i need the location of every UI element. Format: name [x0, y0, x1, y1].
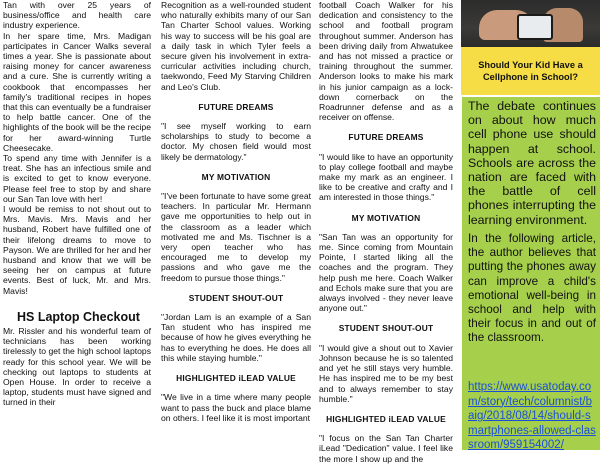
cellphone-sidebar — [461, 0, 600, 450]
ilead-value-paragraph: "We live in a time where many people want to pass the buck and place blame on others. I feel like it is most important — [161, 392, 311, 423]
shout-out-paragraph: "Jordan Lam is an example of a San Tan student who has inspired me because of how he gives everything he has to everything he does. He does all this while staying humble." — [161, 312, 311, 363]
motivation-paragraph: "I've been fortunate to have some great teachers. In particular Mr. Hermann gave me opportunities to help out in the classroom as a leader which motivated me and Ms. Tischner is a very open teacher who has encouraged me to develop my passions and who gave me the freedom to pursue those things." — [161, 191, 311, 283]
ilead-value-heading: HIGHLIGHTED iLEAD VALUE — [176, 373, 296, 384]
staff-intro-paragraph: Tan with over 25 years of business/office and health care industry experience. — [3, 0, 151, 31]
ilead-value-paragraph: "I focus on the San Tan Charter iLead "Dedication" value. I feel like the more I show up and the — [319, 433, 453, 464]
athlete-recognition-paragraph: football Coach Walker for his dedication and consistency to the school and football program throughout summer. Anderson has been driving daily from Ahwatukee and has not missed a practice or training throughout the summer. Anderson looks to make his mark in his junior campaign as a lock-down cornerback on the Roadrunner defense and as a receiver on offense. — [319, 0, 453, 123]
shout-out-heading: STUDENT SHOUT-OUT — [338, 323, 434, 334]
debate-info-box — [462, 97, 600, 450]
students-phone-photo — [461, 0, 600, 47]
ilead-value-heading: HIGHLIGHTED iLEAD VALUE — [326, 413, 446, 424]
future-dreams-heading: FUTURE DREAMS — [348, 132, 424, 143]
article-intro-paragraph: In the following article, the author believes that putting the phones away can improve a child's emotional well-being in school and help with their focus in and out of the classroom. — [468, 232, 596, 345]
laptop-checkout-paragraph: Mr. Rissler and his wonderful team of technicians has been working tirelessly to get the high school laptops ready for this school year. We will be checking out laptops to students at Open House. In order to receive a laptop, students must have signed and turned in their — [3, 325, 151, 408]
future-dreams-paragraph: "I would like to have an opportunity to play college football and maybe make my mark as an engineer. I like to be creative and crafty and I am interested in those things." — [319, 151, 453, 203]
future-dreams-paragraph: "I see myself working to earn scholarships to study to become a doctor. My chosen field would most likely be dermatology." — [161, 121, 311, 162]
poll-question: Should Your Kid Have a Cellphone in School? — [478, 60, 583, 82]
future-dreams-heading: FUTURE DREAMS — [198, 101, 274, 112]
motivation-paragraph: "San Tan was an opportunity for me. Since coming from Mountain Pointe, I started liking all the coaches and the program. They help push me here. Coach Walker and Echols make sure that you are always involved - they never leave anyone out." — [319, 231, 453, 314]
shout-out-paragraph: "I would give a shout out to Xavier Johnson because he is so talented and yet he still stays very humble. He has inspired me to be my best and to always remember to stay humble." — [319, 342, 453, 404]
staff-welcome-paragraph: To spend any time with Jennifer is a treat. She has an infectious smile and is excited to get to know everyone. Please feel free to stop by and share our San Tan love with her! — [3, 153, 151, 204]
laptop-checkout-heading: HS Laptop Checkout — [17, 309, 140, 324]
debate-paragraph: The debate continues on about how much cell phone use should happen at school. Schools are across the nation are faced with the battle of cell phones interrupting the learning environment. — [468, 99, 596, 227]
newsletter-column-3 — [319, 0, 453, 464]
newsletter-column-1 — [3, 0, 151, 450]
farewell-paragraph: I would be remiss to not shout out to Mrs. Mavis. Mrs. Mavis and her husband, Robert have fulfilled one of their lifelong dreams to move to Payson. We are thrilled for her and her husband and know that we will be seeing her on campus at future events. Best of luck, Mr. and Mrs. Mavis! — [3, 204, 151, 296]
shout-out-heading: STUDENT SHOUT-OUT — [188, 292, 284, 303]
poll-question-box — [461, 47, 600, 95]
motivation-heading: MY MOTIVATION — [201, 171, 271, 182]
staff-hobbies-paragraph: In her spare time, Mrs. Madigan participates in Cancer Walks several times a year. She is passionate about raising money for cancer awareness and a cure. She is currently writing a cookbook that encompasses her family's traditional recipes in hopes that this can eventually be a fundraiser to help battle cancer. One of the highlights of the book will be the recipe for her award-winning Turtle Cheesecake. — [3, 30, 151, 153]
student-recognition-paragraph: Recognition as a well-rounded student who naturally exhibits many of our San Tan Charter School values. Working his way to success will be his goal are a daily task in which Tyler feels a secure given his involvement in extra-curricular activities including church, taekwondo, Feed My Starving Children and Leo's Club. — [161, 0, 311, 92]
phone-icon — [517, 14, 553, 40]
article-link[interactable]: https://www.usatoday.com/story/tech/columnist/baig/2018/08/14/should-smartphones-allowed-classroom/959154002/ — [468, 381, 596, 452]
motivation-heading: MY MOTIVATION — [351, 212, 421, 223]
newsletter-column-2 — [161, 0, 311, 450]
